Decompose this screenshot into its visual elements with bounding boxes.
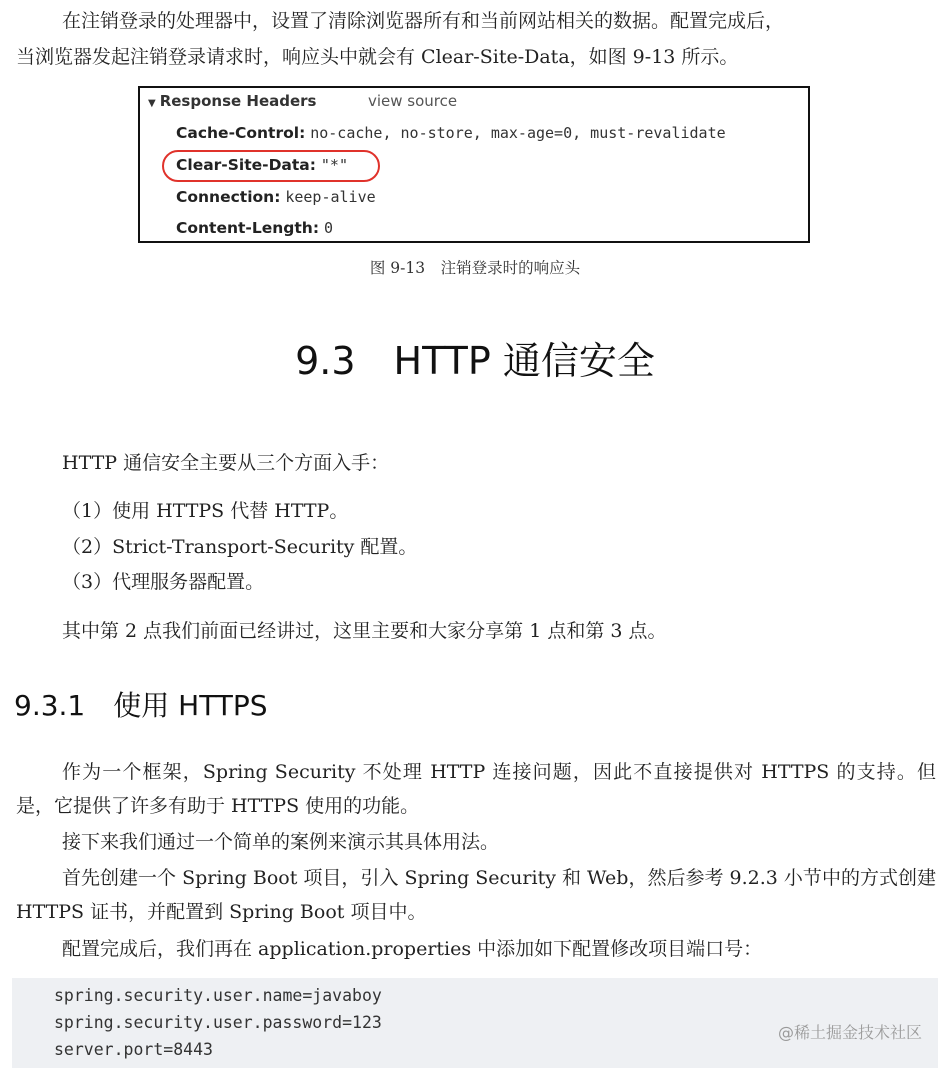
- code-line: spring.security.user.password=123: [54, 1013, 382, 1032]
- header-key: Clear-Site-Data:: [176, 156, 316, 174]
- subsection-paragraph-1: 作为一个框架，Spring Security 不处理 HTTP 连接问题，因此不直接提供对 HTTPS 的支持。但是，它提供了许多有助于 HTTPS 使用的功能。: [16, 761, 936, 817]
- subsection-paragraph-2: 接下来我们通过一个简单的案例来演示其具体用法。: [62, 831, 500, 853]
- watermark: @稀土掘金技术社区: [777, 1023, 922, 1042]
- header-cache-control: [176, 124, 726, 142]
- subsection-paragraph-4: 配置完成后，我们再在 application.properties 中添加如下配置修改项目端口号：: [62, 938, 763, 960]
- subsection-heading: 9.3.1 使用 HTTPS: [14, 689, 268, 722]
- highlight-oval: [162, 150, 380, 182]
- section-heading: 9.3 HTTP 通信安全: [295, 339, 655, 383]
- subsection-paragraph-3: 首先创建一个 Spring Boot 项目，引入 Spring Security 和 Web，然后参考 9.2.3 小节中的方式创建 HTTPS 证书，并配置到 Spring Boot 项目中。: [16, 867, 936, 923]
- header-value: no-cache, no-store, max-age=0, must-revalidate: [310, 124, 726, 142]
- header-value: 0: [323, 219, 333, 237]
- figure-caption: 图 9-13 注销登录时的响应头: [369, 259, 581, 277]
- response-headers-title: ▼ Response Headers: [148, 92, 317, 110]
- header-key: Cache-Control:: [176, 124, 306, 142]
- header-value: "*": [320, 156, 348, 174]
- code-line: spring.security.user.name=javaboy: [54, 986, 382, 1005]
- header-key: Connection:: [176, 188, 281, 206]
- section-lead: HTTP 通信安全主要从三个方面入手：: [62, 452, 390, 474]
- collapse-triangle-icon: ▼: [148, 98, 156, 109]
- after-list-paragraph: 其中第 2 点我们前面已经讲过，这里主要和大家分享第 1 点和第 3 点。: [62, 620, 667, 642]
- code-line: server.port=8443: [54, 1040, 213, 1059]
- header-content-length: [176, 219, 333, 237]
- list-item-2: （2）Strict-Transport-Security 配置。: [62, 536, 418, 558]
- view-source-link: view source: [368, 92, 458, 110]
- intro-line-2: 当浏览器发起注销登录请求时，响应头中就会有 Clear-Site-Data，如图 9-13 所示。: [16, 46, 739, 68]
- list-item-3: （3）代理服务器配置。: [62, 571, 265, 593]
- response-headers-figure: [138, 86, 810, 243]
- header-key: Content-Length:: [176, 219, 320, 237]
- header-connection: [176, 188, 376, 206]
- intro-line-1: 在注销登录的处理器中，设置了清除浏览器所有和当前网站相关的数据。配置完成后，: [62, 10, 785, 32]
- list-item-1: （1）使用 HTTPS 代替 HTTP。: [62, 500, 349, 522]
- header-value: keep-alive: [285, 188, 376, 206]
